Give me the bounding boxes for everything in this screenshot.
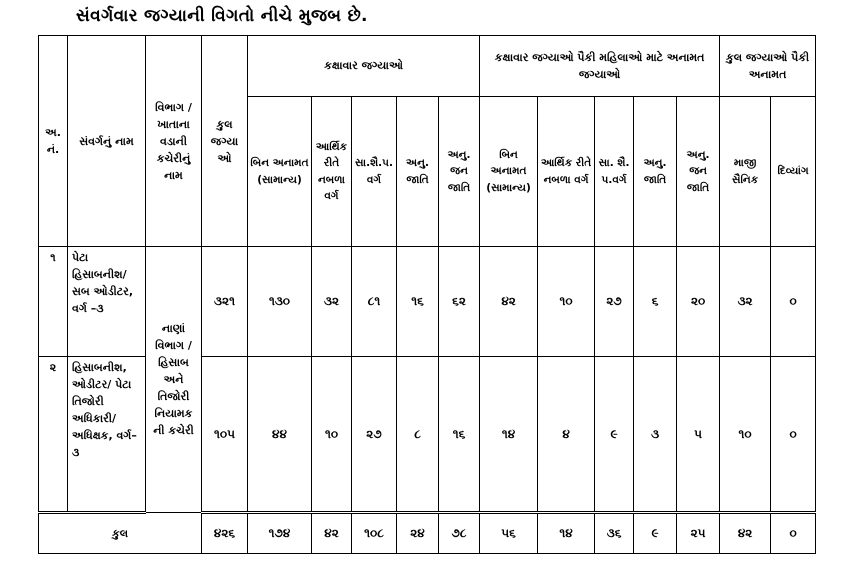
cell-cat-sebc: ૨૭ bbox=[352, 356, 397, 512]
total-women-sc: ૯ bbox=[634, 513, 677, 554]
header-total-posts: કુલ જગ્યાઓ bbox=[202, 36, 248, 247]
total-ex-serviceman: ૪૨ bbox=[720, 513, 771, 554]
cell-disabled: ૦ bbox=[771, 247, 816, 357]
header-disabled: દિવ્યાંગ bbox=[771, 96, 816, 246]
total-women-ews: ૧૪ bbox=[538, 513, 595, 554]
header-women-reserved: કક્ષાવાર જગ્યાઓ પૈકી મહિલાઓ માટે અનામત જગ્યાઓ bbox=[480, 36, 720, 97]
row-cadre: પેટા હિસાબનીશ/ સબ ઓડીટર, વર્ગ –૩ bbox=[68, 247, 146, 357]
header-cadre-name: સંવર્ગનું નામ bbox=[68, 36, 146, 247]
header-department: વિભાગ /ખાતાના વડાની કચેરીનું નામ bbox=[146, 36, 202, 247]
total-cat-st: ૭૮ bbox=[439, 513, 480, 554]
cell-ex-serviceman: ૧૦ bbox=[720, 356, 771, 512]
total-women-sebc: ૩૬ bbox=[595, 513, 634, 554]
cell-cat-sc: ૮ bbox=[397, 356, 439, 512]
cell-women-sc: ૩ bbox=[634, 356, 677, 512]
cell-women-ews: ૪ bbox=[538, 356, 595, 512]
cell-women-st: ૨૦ bbox=[677, 247, 720, 357]
total-cat-ews: ૪૨ bbox=[312, 513, 352, 554]
cell-cat-st: ૧૬ bbox=[439, 356, 480, 512]
header-serial: અ. નં. bbox=[39, 36, 68, 247]
total-row bbox=[39, 513, 816, 554]
total-label: કુલ bbox=[39, 513, 202, 554]
total-disabled: ૦ bbox=[771, 513, 816, 554]
total-women-st: ૨૫ bbox=[677, 513, 720, 554]
header-ex-serviceman: માજી સૈનિક bbox=[720, 96, 771, 246]
header-women-sebc: સા. શૈ. પ.વર્ગ bbox=[595, 96, 634, 246]
posts-table bbox=[38, 35, 816, 554]
row-serial: ૨ bbox=[39, 356, 68, 512]
total-posts-sum: ૪૨૬ bbox=[202, 513, 248, 554]
header-category-posts: કક્ષાવાર જગ્યાઓ bbox=[248, 36, 480, 97]
header-women-general: બિન અનામત (સામાન્ય) bbox=[480, 96, 538, 246]
header-women-st: અનુ. જન જાતિ bbox=[677, 96, 720, 246]
cell-cat-ews: ૧૦ bbox=[312, 356, 352, 512]
row-total: ૧૦૫ bbox=[202, 356, 248, 512]
cell-cat-ews: ૩૨ bbox=[312, 247, 352, 357]
header-cat-sebc: સા.શૈ.પ.વર્ગ bbox=[352, 96, 397, 246]
cell-women-sebc: ૨૭ bbox=[595, 247, 634, 357]
total-cat-sc: ૨૪ bbox=[397, 513, 439, 554]
cell-cat-general: ૪૪ bbox=[248, 356, 312, 512]
row-serial: ૧ bbox=[39, 247, 68, 357]
cell-women-general: ૧૪ bbox=[480, 356, 538, 512]
department-name: નાણાં વિભાગ / હિસાબ અને તિજોરી નિયામક ની કચેરી bbox=[146, 247, 202, 513]
header-cat-sc: અનુ. જાતિ bbox=[397, 96, 439, 246]
header-women-ews: આર્થિક રીતે નબળા વર્ગ bbox=[538, 96, 595, 246]
cell-women-general: ૪૨ bbox=[480, 247, 538, 357]
cell-cat-sebc: ૮૧ bbox=[352, 247, 397, 357]
header-women-sc: અનુ. જાતિ bbox=[634, 96, 677, 246]
header-total-reserved: કુલ જગ્યાઓ પૈકી અનામત bbox=[720, 36, 816, 97]
cell-cat-st: ૬૨ bbox=[439, 247, 480, 357]
cell-cat-general: ૧૩૦ bbox=[248, 247, 312, 357]
total-cat-sebc: ૧૦૮ bbox=[352, 513, 397, 554]
row-cadre: હિસાબનીશ, ઓડીટર/ પેટા તિજોરી અધિકારી/ અધિક્ષક, વર્ગ–૩ bbox=[68, 356, 146, 512]
cell-women-sebc: ૯ bbox=[595, 356, 634, 512]
cell-cat-sc: ૧૬ bbox=[397, 247, 439, 357]
total-cat-general: ૧૭૪ bbox=[248, 513, 312, 554]
header-cat-ews: આર્થિક રીતે નબળા વર્ગ bbox=[312, 96, 352, 246]
cell-women-sc: ૬ bbox=[634, 247, 677, 357]
cell-women-st: ૫ bbox=[677, 356, 720, 512]
row-total: ૩૨૧ bbox=[202, 247, 248, 357]
cell-ex-serviceman: ૩૨ bbox=[720, 247, 771, 357]
total-women-general: ૫૬ bbox=[480, 513, 538, 554]
cell-disabled: ૦ bbox=[771, 356, 816, 512]
cell-women-ews: ૧૦ bbox=[538, 247, 595, 357]
page-title: સંવર્ગવાર જગ્યાની વિગતો નીચે મુજબ છે. bbox=[76, 6, 368, 26]
header-cat-general: બિન અનામત (સામાન્ય) bbox=[248, 96, 312, 246]
table-row bbox=[39, 247, 816, 357]
header-cat-st: અનુ. જન જાતિ bbox=[439, 96, 480, 246]
